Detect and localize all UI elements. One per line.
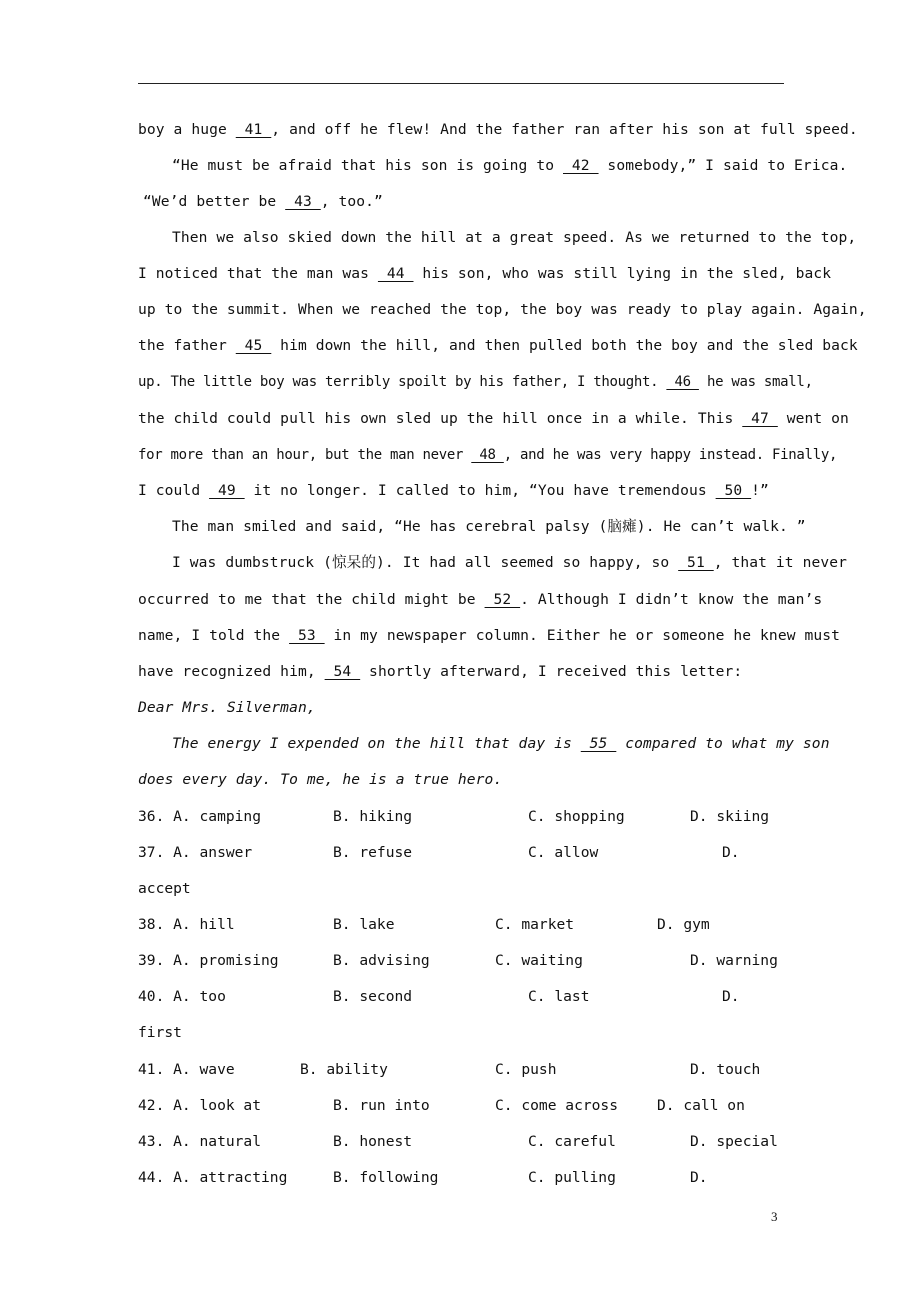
- option-d: D.: [722, 844, 740, 861]
- blank-55: 55: [580, 735, 617, 752]
- passage-line: name, I told the 53 in my newspaper column. Either he or someone he knew must: [138, 627, 841, 644]
- blank-43: 43: [285, 193, 321, 210]
- option-a: 40. A. too: [138, 988, 226, 1005]
- letter-line: The energy I expended on the hill that day is 55 compared to what my son: [172, 735, 830, 752]
- option-b: B. lake: [333, 916, 395, 933]
- passage-line: for more than an hour, but the man never 48 , and he was very happy instead. Finally,: [138, 447, 838, 463]
- passage-line: The man smiled and said, “He has cerebral palsy (脑瘫). He can’t walk. ”: [172, 518, 806, 535]
- passage-line: up to the summit. When we reached the top, the boy was ready to play again. Again,: [138, 301, 867, 318]
- blank-42: 42: [563, 157, 599, 174]
- passage-line: “He must be afraid that his son is going to 42 somebody,” I said to Erica.: [172, 157, 848, 174]
- option-a: 42. A. look at: [138, 1097, 262, 1114]
- passage-line: the father 45 him down the hill, and then pulled both the boy and the sled back: [138, 337, 858, 354]
- option-a: 43. A. natural: [138, 1133, 262, 1150]
- blank-47: 47: [742, 410, 778, 427]
- blank-48: 48: [471, 447, 504, 463]
- option-a: 41. A. wave: [138, 1061, 235, 1078]
- blank-46: 46: [666, 374, 699, 390]
- option-b: B. honest: [333, 1133, 413, 1150]
- option-c: C. pulling: [528, 1169, 616, 1186]
- passage-line: I noticed that the man was 44 his son, who was still lying in the sled, back: [138, 265, 832, 282]
- passage-line: “We’d better be 43 , too.”: [143, 193, 383, 210]
- option-c: C. shopping: [528, 808, 625, 825]
- option-a: 36. A. camping: [138, 808, 262, 825]
- option-d: D. skiing: [690, 808, 770, 825]
- blank-50: 50: [715, 482, 752, 499]
- blank-54: 54: [324, 663, 361, 680]
- letter-line: does every day. To me, he is a true hero.: [138, 771, 503, 788]
- passage-line: I was dumbstruck (惊呆的). It had all seemed so happy, so 51 , that it never: [172, 554, 848, 571]
- option-d: D. call on: [657, 1097, 745, 1114]
- option-b: B. run into: [333, 1097, 430, 1114]
- option-d: D.: [722, 988, 740, 1005]
- option-c: C. come across: [495, 1097, 619, 1114]
- option-a: 39. A. promising: [138, 952, 279, 969]
- passage-line: have recognized him, 54 shortly afterward, I received this letter:: [138, 663, 743, 680]
- option-d: D.: [690, 1169, 708, 1186]
- passage-line: Then we also skied down the hill at a great speed. As we returned to the top,: [172, 229, 857, 246]
- blank-44: 44: [377, 265, 414, 282]
- option-d: D. warning: [690, 952, 778, 969]
- header-rule: [138, 83, 784, 84]
- option-c: C. market: [495, 916, 575, 933]
- option-a: 44. A. attracting: [138, 1169, 288, 1186]
- option-d-wrap: first: [138, 1024, 182, 1041]
- blank-49: 49: [209, 482, 245, 499]
- option-c: C. push: [495, 1061, 557, 1078]
- passage-line: I could 49 it no longer. I called to him, “You have tremendous 50 !”: [138, 482, 769, 499]
- option-c: C. allow: [528, 844, 599, 861]
- option-d-wrap: accept: [138, 880, 191, 897]
- option-b: B. following: [333, 1169, 439, 1186]
- option-d: D. special: [690, 1133, 778, 1150]
- option-c: C. waiting: [495, 952, 583, 969]
- blank-41: 41: [235, 121, 272, 138]
- option-d: D. gym: [657, 916, 710, 933]
- passage-line: boy a huge 41 , and off he flew! And the father ran after his son at full speed.: [138, 121, 858, 138]
- page-number: 3: [771, 1209, 778, 1224]
- option-d: D. touch: [690, 1061, 761, 1078]
- option-b: B. hiking: [333, 808, 413, 825]
- blank-45: 45: [235, 337, 272, 354]
- option-c: C. careful: [528, 1133, 616, 1150]
- option-b: B. ability: [300, 1061, 388, 1078]
- option-c: C. last: [528, 988, 590, 1005]
- option-b: B. refuse: [333, 844, 413, 861]
- option-a: 37. A. answer: [138, 844, 253, 861]
- letter-salutation: Dear Mrs. Silverman,: [138, 699, 316, 716]
- option-b: B. second: [333, 988, 413, 1005]
- option-a: 38. A. hill: [138, 916, 235, 933]
- passage-line: the child could pull his own sled up the hill once in a while. This 47 went on: [138, 410, 849, 427]
- blank-52: 52: [484, 591, 521, 608]
- blank-53: 53: [289, 627, 325, 644]
- blank-51: 51: [678, 554, 714, 571]
- passage-line: up. The little boy was terribly spoilt by his father, I thought. 46 he was small,: [138, 374, 813, 390]
- passage-line: occurred to me that the child might be 52 . Although I didn’t know the man’s: [138, 591, 823, 608]
- option-b: B. advising: [333, 952, 430, 969]
